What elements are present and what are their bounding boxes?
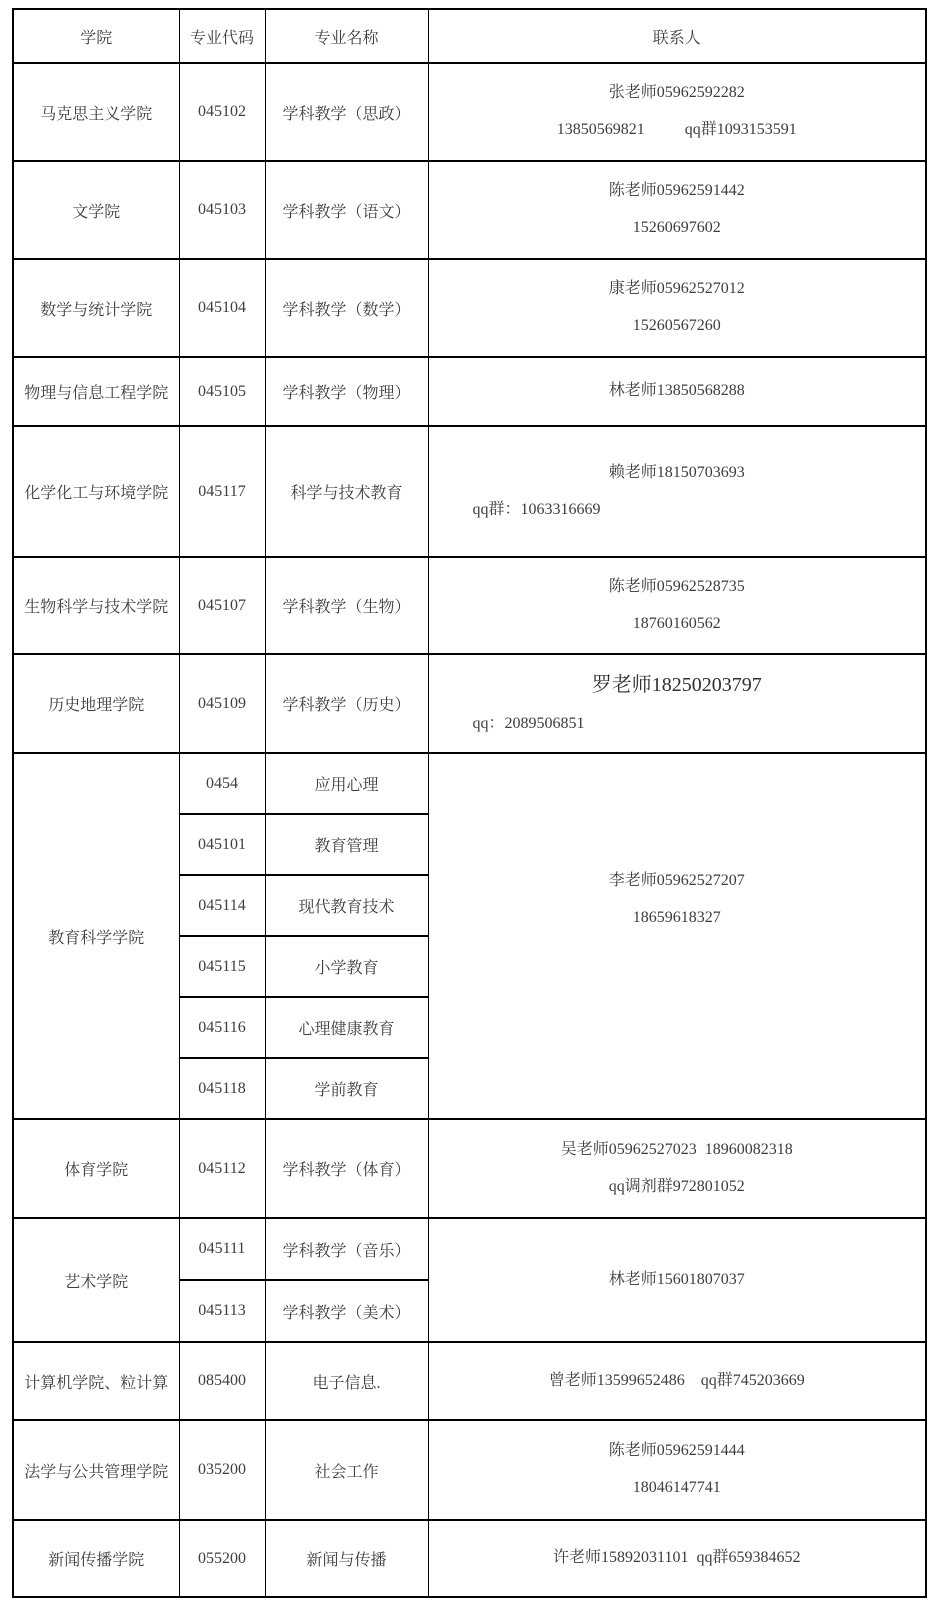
- major-name-cell: 学科教学（思政）: [265, 63, 428, 161]
- major-name-cell: 心理健康教育: [265, 997, 428, 1058]
- major-code-cell: 045111: [179, 1218, 265, 1280]
- contact-line: 陈老师05962591442: [608, 182, 745, 200]
- contact-line: qq群：1063316669: [472, 500, 601, 518]
- contact-cell: [428, 654, 926, 753]
- contact-line: 林老师13850568288: [608, 382, 745, 400]
- col-header-major-name: 专业名称: [265, 9, 428, 63]
- major-code-cell: 045105: [179, 357, 265, 426]
- contact-line: 李老师05962527207: [608, 872, 745, 890]
- contact-line: 康老师05962527012: [608, 280, 745, 298]
- table-row: [13, 426, 926, 557]
- major-name-cell: 学科教学（物理）: [265, 357, 428, 426]
- college-cell: 马克思主义学院: [13, 63, 179, 161]
- table-row: [13, 1218, 926, 1280]
- contact-line: 许老师15892031101 qq群659384652: [553, 1549, 801, 1567]
- major-name-cell: 学科教学（体育）: [265, 1119, 428, 1218]
- col-header-major-code: 专业代码: [179, 9, 265, 63]
- college-cell: 数学与统计学院: [13, 259, 179, 357]
- contact-line: 13850569821 qq群1093153591: [556, 121, 797, 138]
- contact-cell: [428, 1119, 926, 1218]
- header-row: [13, 9, 926, 63]
- table-row: [13, 357, 926, 426]
- major-code-cell: 045115: [179, 936, 265, 997]
- major-name-cell: 科学与技术教育: [265, 426, 428, 557]
- college-cell: 教育科学学院: [13, 753, 179, 1119]
- college-cell: 体育学院: [13, 1119, 179, 1218]
- table-row: [13, 557, 926, 654]
- contact-line: 陈老师05962591444: [608, 1442, 745, 1460]
- contact-cell: [428, 63, 926, 161]
- major-name-cell: 电子信息.: [265, 1342, 428, 1420]
- contact-line: qq：2089506851: [472, 715, 585, 733]
- major-code-cell: 045114: [179, 875, 265, 936]
- major-code-cell: 045116: [179, 997, 265, 1058]
- contact-cell: [428, 753, 926, 1119]
- major-code-cell: 045117: [179, 426, 265, 557]
- major-name-cell: 教育管理: [265, 814, 428, 875]
- table-row: [13, 1119, 926, 1218]
- major-code-cell: 045102: [179, 63, 265, 161]
- table-row: [13, 753, 926, 814]
- college-cell: 新闻传播学院: [13, 1520, 179, 1597]
- college-cell: 历史地理学院: [13, 654, 179, 753]
- contact-cell: [428, 557, 926, 654]
- major-name-cell: 学科教学（生物）: [265, 557, 428, 654]
- major-name-cell: 学科教学（数学）: [265, 259, 428, 357]
- table-row: [13, 161, 926, 259]
- contact-cell: [428, 1342, 926, 1420]
- admissions-contact-table: [12, 8, 927, 1598]
- major-code-cell: 045118: [179, 1058, 265, 1119]
- contact-cell: [428, 1218, 926, 1342]
- major-code-cell: 035200: [179, 1420, 265, 1520]
- contact-line: 罗老师18250203797: [591, 674, 762, 697]
- col-header-contact: 联系人: [428, 9, 926, 63]
- college-cell: 法学与公共管理学院: [13, 1420, 179, 1520]
- contact-line: 陈老师05962528735: [608, 577, 745, 595]
- table-row: [13, 654, 926, 753]
- table-row: [13, 1420, 926, 1520]
- major-name-cell: 现代教育技术: [265, 875, 428, 936]
- contact-cell: [428, 1520, 926, 1597]
- contact-line: 张老师05962592282: [608, 84, 745, 102]
- major-name-cell: 学科教学（美术）: [265, 1280, 428, 1342]
- contact-line: qq调剂群972801052: [608, 1177, 745, 1195]
- contact-cell: [428, 426, 926, 557]
- major-name-cell: 学前教育: [265, 1058, 428, 1119]
- major-code-cell: 055200: [179, 1520, 265, 1597]
- college-cell: 生物科学与技术学院: [13, 557, 179, 654]
- table-row: [13, 1520, 926, 1597]
- major-code-cell: 045103: [179, 161, 265, 259]
- major-name-cell: 学科教学（语文）: [265, 161, 428, 259]
- contact-line: 15260567260: [632, 317, 721, 334]
- college-cell: 计算机学院、粒计算: [13, 1342, 179, 1420]
- contact-line: 18046147741: [632, 1479, 721, 1496]
- contact-line: 吴老师05962527023 18960082318: [560, 1140, 793, 1158]
- col-header-college: 学院: [13, 9, 179, 63]
- major-name-cell: 学科教学（音乐）: [265, 1218, 428, 1280]
- college-cell: 文学院: [13, 161, 179, 259]
- major-code-cell: 045112: [179, 1119, 265, 1218]
- contact-cell: [428, 259, 926, 357]
- table-row: [13, 1342, 926, 1420]
- contact-line: 赖老师18150703693: [608, 463, 745, 481]
- college-cell: 物理与信息工程学院: [13, 357, 179, 426]
- major-code-cell: 085400: [179, 1342, 265, 1420]
- contact-cell: [428, 1420, 926, 1520]
- contact-line: 林老师15601807037: [608, 1270, 745, 1288]
- major-name-cell: 小学教育: [265, 936, 428, 997]
- major-name-cell: 社会工作: [265, 1420, 428, 1520]
- major-code-cell: 045109: [179, 654, 265, 753]
- major-name-cell: 应用心理: [265, 753, 428, 814]
- contact-line: 15260697602: [632, 219, 721, 236]
- contact-line: 曾老师13599652486 qq群745203669: [548, 1371, 805, 1389]
- major-code-cell: 045104: [179, 259, 265, 357]
- college-cell: 化学化工与环境学院: [13, 426, 179, 557]
- table-row: [13, 259, 926, 357]
- major-name-cell: 新闻与传播: [265, 1520, 428, 1597]
- major-code-cell: 045107: [179, 557, 265, 654]
- major-name-cell: 学科教学（历史）: [265, 654, 428, 753]
- college-cell: 艺术学院: [13, 1218, 179, 1342]
- contact-line: 18659618327: [632, 909, 721, 926]
- major-code-cell: 0454: [179, 753, 265, 814]
- contact-line: 18760160562: [632, 614, 721, 632]
- major-code-cell: 045101: [179, 814, 265, 875]
- contact-cell: [428, 161, 926, 259]
- contact-cell: [428, 357, 926, 426]
- major-code-cell: 045113: [179, 1280, 265, 1342]
- table-row: [13, 63, 926, 161]
